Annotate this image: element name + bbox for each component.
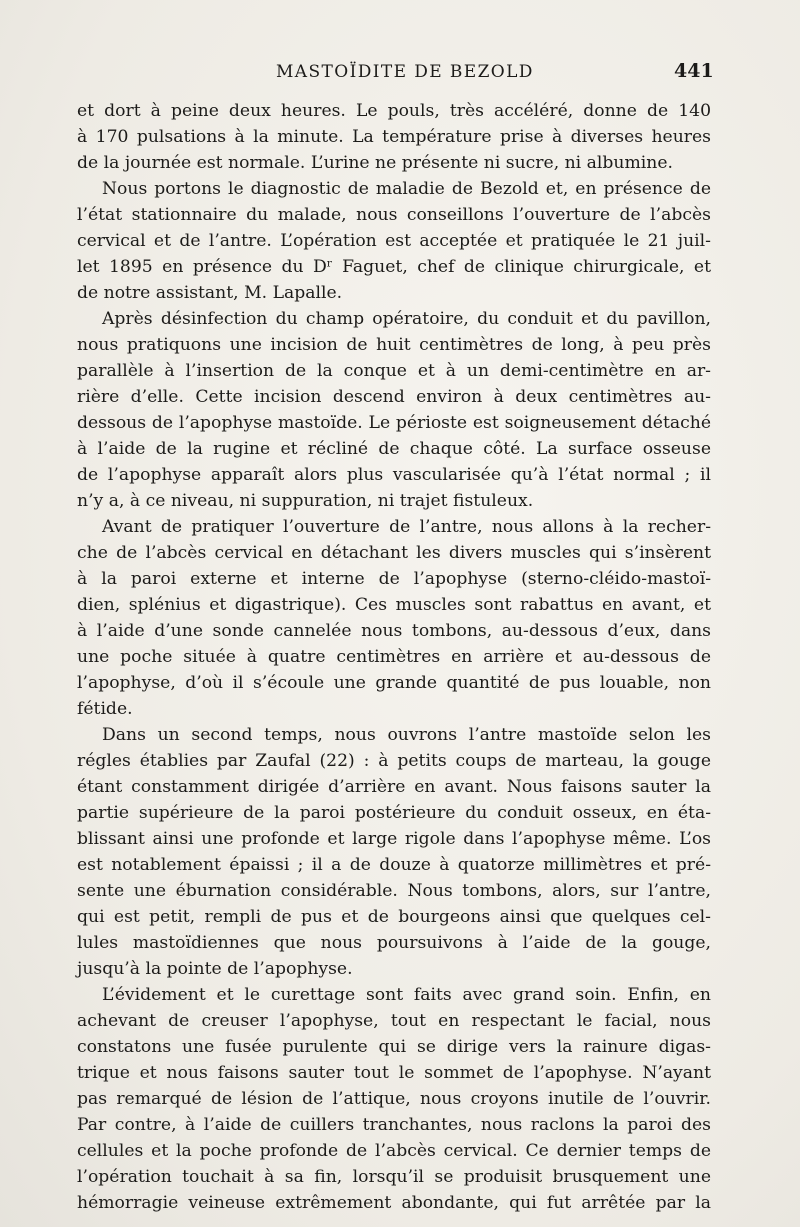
text-line: de la journée est normale. L’urine ne présente ni sucre, ni albumine. [77,153,673,173]
text-line: che de l’abcès cervical en détachant les divers muscles qui s’insèrent [77,543,711,563]
text-line: Avant de pratiquer l’ouverture de l’antre, nous allons à la recher- [102,517,711,537]
text-line: Par contre, à l’aide de cuillers tranchantes, nous raclons la paroi des [77,1115,711,1135]
text-line: cervical et de l’antre. L’opération est acceptée et pratiquée le 21 juil- [77,231,711,251]
text-line: l’état stationnaire du malade, nous conseillons l’ouverture de l’abcès [77,205,711,225]
running-title: MASTOÏDITE DE BEZOLD [276,62,534,82]
text-line: une poche située à quatre centimètres en arrière et au-dessous de [77,647,711,667]
text-line: à la paroi externe et interne de l’apophyse (sterno-cléido-mastoï- [77,569,711,589]
text-line: Après désinfection du champ opératoire, du conduit et du pavillon, [102,309,711,329]
text-line: rière d’elle. Cette incision descend environ à deux centimètres au- [77,387,711,407]
text-line: Dans un second temps, nous ouvrons l’antre mastoïde selon les [102,725,711,745]
text-line: hémorragie veineuse extrêmement abondante, qui fut arrêtée par la [77,1193,711,1213]
text-line: L’évidement et le curettage sont faits avec grand soin. Enfin, en [102,985,711,1005]
page-number: 441 [674,60,714,82]
text-line: Nous portons le diagnostic de maladie de Bezold et, en présence de [102,179,711,199]
text-line: pas remarqué de lésion de l’attique, nous croyons inutile de l’ouvrir. [77,1089,711,1109]
text-line: à 170 pulsations à la minute. La température prise à diverses heures [77,127,711,147]
text-line: l’opération touchait à sa fin, lorsqu’il se produisit brusquement une [77,1167,711,1187]
text-line: trique et nous faisons sauter tout le sommet de l’apophyse. N’ayant [77,1063,711,1083]
text-line: fétide. [77,699,133,719]
text-line: est notablement épaissi ; il a de douze à quatorze millimètres et pré- [77,855,711,875]
text-line: lules mastoïdiennes que nous poursuivons à l’aide de la gouge, [77,933,711,953]
text-line: blissant ainsi une profonde et large rigole dans l’apophyse même. L’os [77,829,711,849]
text-line: à l’aide d’une sonde cannelée nous tombons, au-dessous d’eux, dans [77,621,711,641]
text-line: n’y a, à ce niveau, ni suppuration, ni trajet fistuleux. [77,491,534,511]
text-line: régles établies par Zaufal (22) : à petits coups de marteau, la gouge [77,751,711,771]
text-line: à l’aide de la rugine et récliné de chaque côté. La surface osseuse [77,439,711,459]
text-line: de notre assistant, M. Lapalle. [77,283,343,303]
text-line: de l’apophyse apparaît alors plus vascularisée qu’à l’état normal ; il [77,465,711,485]
text-line: parallèle à l’insertion de la conque et à un demi-centimètre en ar- [77,361,711,381]
text-line: partie supérieure de la paroi postérieure du conduit osseux, en éta- [77,803,711,823]
running-header [0,60,800,88]
text-line: dien, splénius et digastrique). Ces muscles sont rabattus en avant, et [77,595,711,615]
text-line: l’apophyse, d’où il s’écoule une grande quantité de pus louable, non [77,673,711,693]
text-line: jusqu’à la pointe de l’apophyse. [77,959,353,979]
text-line: dessous de l’apophyse mastoïde. Le périoste est soigneusement détaché [77,413,711,433]
text-line: nous pratiquons une incision de huit centimètres de long, à peu près [77,335,711,355]
text-line: sente une éburnation considérable. Nous tombons, alors, sur l’antre, [77,881,711,901]
text-line: et dort à peine deux heures. Le pouls, très accéléré, donne de 140 [77,101,711,121]
text-line: qui est petit, rempli de pus et de bourgeons ainsi que quelques cel- [77,907,711,927]
text-line: constatons une fusée purulente qui se dirige vers la rainure digas- [77,1037,711,1057]
text-line: étant constamment dirigée d’arrière en avant. Nous faisons sauter la [77,777,711,797]
text-line: cellules et la poche profonde de l’abcès cervical. Ce dernier temps de [77,1141,711,1161]
text-line: achevant de creuser l’apophyse, tout en respectant le facial, nous [77,1011,711,1031]
text-line: let 1895 en présence du Dʳ Faguet, chef de clinique chirurgicale, et [77,257,711,277]
